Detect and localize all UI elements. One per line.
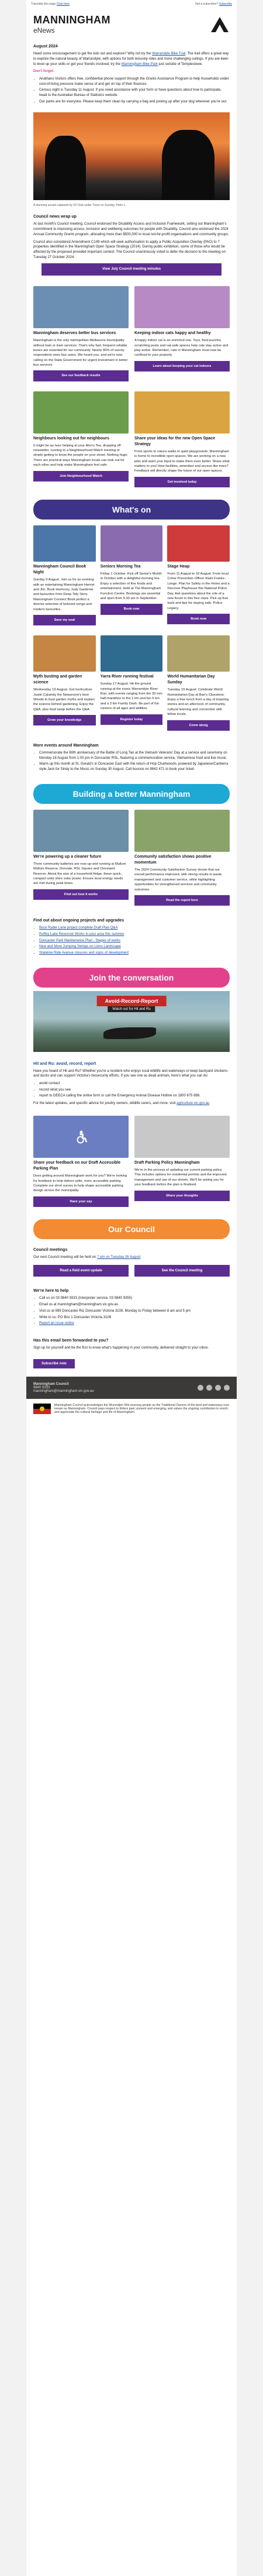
join-banner: Join the conversation — [33, 968, 230, 988]
meeting-update-button[interactable]: Read a field event update — [33, 1265, 129, 1277]
events-row-1 — [26, 522, 237, 632]
card-title: We're powering up a cleaner future — [33, 854, 102, 859]
our-council-banner: Our Council — [33, 1219, 230, 1239]
translate-label: Translate this page — [31, 2, 56, 6]
list-item: • Email us at manningham@manningham.vic.gov.au — [39, 1302, 230, 1308]
header — [26, 8, 237, 38]
avoid-subtitle: Watch out for Hit and Ru — [108, 1006, 155, 1012]
card-title: Keeping indoor cats happy and healthy — [134, 331, 211, 335]
tree-silhouette — [45, 136, 86, 200]
battery-photo — [33, 810, 129, 852]
event-photo — [167, 525, 230, 562]
more-events-list — [33, 751, 230, 772]
tree-silhouette — [162, 130, 214, 200]
meeting-date-link[interactable]: 7 pm on Tuesday 26 August — [97, 1255, 141, 1259]
paragraph: Have you heard of Hit and Ru? Whether you're a resident who enjoys local wildlife and waterways or keep backyard chickens and ducks and can support Victoria's biosecurity efforts. If you see one as dead animals, here's what you can do: — [33, 1069, 228, 1078]
footer-name: Manningham Council — [33, 1382, 69, 1386]
card-button[interactable]: Register today — [101, 714, 163, 725]
ongoing-projects-section — [26, 912, 237, 962]
footer-phone: 9840 9333 — [33, 1385, 50, 1390]
meeting-buttons — [33, 1263, 230, 1280]
card-text: Manningham is the only metropolitan Melbourne municipality without train or tram services. That's why fast, frequent reliable buses are essential for our community. Nearly 80% of survey respondents were bus users. We heard you, and we're now calling on the State Government for urgent investment in better bus services. — [33, 339, 128, 367]
satisfaction-photo — [134, 810, 230, 852]
card-text: The 2024 Community Satisfaction Survey shows that our overall performance improved, with strong results in waste management and customer service, while highlighting opportunities for strengthened services and community outcomes. — [134, 868, 222, 892]
accessibility-icon — [74, 1129, 89, 1144]
card-text: Sunday 9 August. Join us for an evening with an entertaining Manningham Harriet and Jim, Book Harmony, Judy Gardener and favourites from Deep Tidy Story. Manningham Connect Book perfect a diverse selection of beloved songs and modern favourites. — [33, 578, 95, 611]
meeting-view-button[interactable]: See the Council meeting — [134, 1265, 230, 1277]
bird-silhouette — [103, 1027, 156, 1039]
card-text: From sports to nature walks to quiet playgrounds, Manningham is home to incredible open spaces. We are working on a new plan and want your input to make them even better. Share what matters to you! How facilities, amenities and access like trees? Feedback will directly shape the future of our open spaces. — [134, 449, 230, 473]
card-text: We're in the process of updating our current parking policy. This includes options for residential permits and the improved management and use of our streets. We'll be asking you for your feedback before the plan is finalised. — [134, 1168, 227, 1187]
section-heading: Council news wrap up — [33, 215, 77, 219]
event-photo — [101, 525, 163, 562]
card-title: Manningham Council Book Night — [33, 564, 86, 575]
section-heading: Find out about ongoing projects and upgrades — [33, 919, 124, 923]
social-links — [198, 1385, 230, 1391]
card-text: Wednesday 19 August. Got horticulture Justin Calamity the Newsroom's best Weeds to bust garden myths and explain the science behind gardening. Enjoy the Q&A, plus food swap before the Q&A. — [33, 688, 95, 711]
more-events-section — [26, 737, 237, 778]
bus-photo — [33, 286, 129, 328]
dont-forget-list — [33, 77, 230, 104]
sunset-photo — [33, 112, 230, 200]
instagram-icon[interactable] — [206, 1385, 212, 1391]
translate-link[interactable]: Click here — [56, 2, 70, 6]
story-card — [33, 810, 129, 909]
intro-section — [26, 38, 237, 110]
intro-text-b: . The trail offers a great way to explore the natural beauty of Warrandyte, with options for both leisurely rides and more challenging outings. If you are keen to level up your skills or get your friends involved, try the — [33, 52, 229, 66]
subscribe-link[interactable]: Subscribe — [219, 2, 232, 6]
card-title: Yarra River running festival — [100, 675, 154, 679]
photo-caption: A stunning sunset captured by 20 Club under Trees on Sunday, Peter L. — [33, 204, 126, 208]
report-issue-link[interactable]: Report an issue online — [39, 1322, 74, 1326]
project-link[interactable]: Stateline Ride Avenue closures and signs of development — [39, 951, 129, 955]
brand-product: eNews — [33, 26, 55, 35]
story-card — [33, 391, 129, 490]
card-button[interactable]: Book now — [101, 604, 163, 614]
story-pair-2 — [26, 388, 237, 494]
story-card — [33, 286, 129, 384]
project-link[interactable]: Ruffey Lake Reservoir Works in your area this summer — [39, 932, 124, 936]
card-button[interactable]: Come along — [167, 720, 230, 731]
parking-policy-photo — [134, 1116, 230, 1158]
card-title: World Humanitarian Day Sunday — [167, 675, 215, 685]
cat-photo — [134, 286, 230, 328]
story-pair-3 — [26, 806, 237, 912]
event-card — [101, 525, 163, 628]
avoid-title: Avoid-Record-Report — [97, 996, 167, 1006]
story-card — [134, 286, 230, 384]
list-item: • report to DEECA calling the online form or call the Emergency Animal Disease Hotline on 1800 675 888. — [39, 1093, 230, 1099]
dont-forget-heading: Don't forget: — [33, 70, 54, 74]
event-photo — [167, 635, 230, 672]
event-photo — [33, 635, 96, 672]
card-title: Seniors Morning Tea — [100, 564, 141, 569]
project-link[interactable]: Buck Ryder Lane project complete Draft Plan Q&A — [39, 926, 118, 930]
whats-on-banner: What's on — [33, 500, 230, 520]
card-text: It might be an hour helping at your Men's Tea, dropping off newsletter, running to a Neighbourhood Watch meeting or simply getting to know the people on your street. Nothing huge. There are practical ways Manningham locals can look out for each other and help make Manningham feel safe. — [33, 443, 129, 467]
card-button[interactable]: Have your say — [33, 1196, 129, 1207]
acknowledgement-text: Manningham Council acknowledges the Wurundjeri Woi-wurrung people as the Traditional Owners of the land and waterways now known as Manningham. Council pays respect to Elders past, present and emerging, and values the ongoing contribution to enrich and appreciate the cultural heritage and life of Manningham. — [54, 1403, 229, 1414]
card-title: Draft Parking Policy Manningham — [134, 1160, 200, 1165]
linkedin-icon[interactable] — [215, 1385, 221, 1391]
card-title: Share your feedback on our Draft Accessible Parking Plan — [33, 1160, 121, 1171]
accessible-parking-photo — [33, 1116, 129, 1158]
help-list — [33, 1296, 230, 1326]
card-button[interactable]: Find out how it works — [33, 889, 129, 900]
story-pair-4 — [26, 1112, 237, 1213]
hit-run-list — [33, 1081, 230, 1099]
card-button[interactable]: Learn about keeping your cat indoors — [134, 361, 230, 372]
paragraph: Council also considered Amendment C149 which will seek authorisation to apply a Public Acquisition Overlay (PAO) to 7 properties identified in the Manningham Open Space Strategy (2014). During public exhibition, some of those who would be affected by the proposed provided important context. The Council unanimously voted to defer the decision to the meeting on Tuesday 27 October 2024. — [33, 240, 226, 259]
project-link[interactable]: New and More Jumping Swings on Lions Landscape — [39, 945, 121, 949]
youtube-icon[interactable] — [224, 1385, 230, 1391]
card-button[interactable]: Get involved today — [134, 477, 230, 487]
projects-list — [33, 926, 230, 955]
card-title: Neighbours looking out for neighbours — [33, 436, 109, 441]
agriculture-link[interactable]: agriculture.vic.gov.au — [177, 1102, 210, 1106]
story-card — [33, 1116, 129, 1210]
project-link[interactable]: Doncaster Park Maintenance Plan - Stages of works — [39, 938, 121, 943]
list-item: • avoid contact — [39, 1081, 230, 1086]
card-button[interactable]: Share your thoughts — [134, 1191, 230, 1201]
story-card — [134, 1116, 230, 1210]
story-pair-1 — [26, 283, 237, 388]
card-text: Does getting around Manningham work for you? We're looking for feedback to help deliver safer, more accessible parking. Complete our short survey to help shape accessible parking design across the municipality. — [33, 1174, 127, 1193]
building-banner: Building a better Manningham — [33, 784, 230, 804]
bike-trail-link[interactable]: Warrandyte Bike Trail — [152, 52, 186, 56]
paragraph: Our next Council meeting will be held on — [33, 1255, 96, 1259]
intro-text-c: just outside of Templestowe. — [158, 62, 203, 66]
story-card — [134, 391, 230, 490]
card-title: Share your ideas for the new Open Space Strategy — [134, 436, 216, 446]
bike-park-link[interactable]: Manningham Bike Park — [121, 62, 158, 66]
section-heading: Council meetings — [33, 1247, 68, 1252]
list-item: • record what you see — [39, 1088, 230, 1093]
card-text: Sunday 17 August. Hit the ground running at the iconic Warrandyte River Run, with events ranging from the 20 mm half-marathon to the 1 km and fun 5 km and a 3 km Family Dash. Be part of fun runners of all ages and abilities. — [100, 682, 162, 711]
intro-text: Need some encouragement to get the kids out and explore? Why not try the — [33, 52, 151, 56]
card-button[interactable]: Grow your knowledge — [33, 715, 96, 725]
section-heading: We're here to help — [33, 1289, 69, 1294]
list-item: • Write to us: PO Box 1 Doncaster Victoria 3108 — [39, 1315, 230, 1320]
event-card — [167, 635, 230, 734]
paragraph: Sign up for yourself and be the first to know what's happening in your community, delivered straight to your inbox. — [33, 1346, 209, 1350]
card-button[interactable]: Book now — [167, 614, 230, 624]
card-button[interactable]: Join Neighbourhood Watch — [33, 471, 129, 482]
facebook-icon[interactable] — [198, 1385, 203, 1391]
help-section — [26, 1282, 237, 1332]
list-item: • Our parks are for everyone. Please keep them clean by carrying a bag and picking up after your dog wherever you're out. — [39, 99, 230, 105]
open-space-photo — [134, 391, 230, 434]
card-title: Stage Heap — [167, 564, 190, 569]
aboriginal-flag-icon — [33, 1404, 51, 1414]
card-title: Myth busting and garden science — [33, 675, 82, 685]
event-card — [167, 525, 230, 628]
intro-date: August 2024 — [33, 44, 58, 49]
acknowledgement — [26, 1399, 237, 1419]
section-heading: Hit and Ru: avoid, record, report — [33, 1061, 96, 1066]
card-text: A happy indoor cat is an enriched one. Toys, food puzzles, scratching posts and cat-safe spaces help cats stay active and play active. Remember, cats in Manningham must now be confined to your property. — [134, 339, 229, 357]
story-card — [134, 810, 230, 909]
brand — [33, 14, 110, 35]
card-text: Tuesday 19 August. Celebrate World Humanitarian Day at Bari's Cluestone. Enjoy a free lunch from a day of inspiring stories and an afternoon of community, cultural learning and connection with fellow locals. — [167, 688, 229, 717]
manningham-logo-icon — [210, 15, 230, 35]
event-photo — [33, 525, 96, 562]
list-item: • Warm up this month at St. Gerald's in Doncaster East with the return of Hop Chartwoods, powered by Japanese/Canberra style Jack for Sindy to the Music on Sunday 30 August. Call bounce on 9842 471 to book your ticket. — [39, 762, 230, 772]
subscribe-now-button[interactable]: Subscribe now — [33, 1359, 75, 1368]
card-text: From 11 August to 16 August. From local Crime Prevention Officer Raini Franks-Lange. Plan for Safety in the Home and a Discover Playhouse this National Police Day. Ask questions about the role of a new forum in this free class. Pick up free tools and tips for staying safe. Police Legacy. — [167, 572, 230, 610]
card-button[interactable]: Save my seat — [33, 615, 96, 625]
card-title: Community satisfaction shows positive momentum — [134, 854, 212, 865]
list-item: • Commemorate the 80th anniversary of the Battle of Long Tan at the Vietnam Veterans' Day at a service and ceremony on Monday 18 August from 1:00 pm in Doncaster RSL, featuring a commemorative service, Vietnamese food and live music. — [39, 751, 230, 761]
card-button[interactable]: See our feedback results — [33, 370, 129, 381]
list-item: • Visit us at 699 Doncaster Rd, Doncaster Victoria 3108, Monday to Friday between 8 am and 5 pm — [39, 1309, 230, 1314]
top-bar — [26, 0, 237, 8]
card-text: Friday 1 October. Kick off Senior's Month in October with a delightful morning tea. Enjoy a selection of fine foods and entertainment. Held at The Manningham Function Centre. Bookings are essential and open from 9.30 am in September. — [100, 572, 162, 600]
event-card — [33, 525, 96, 628]
neighbours-photo — [33, 391, 129, 434]
event-card — [101, 635, 163, 734]
section-heading: More events around Manningham — [33, 743, 99, 748]
council-minutes-button[interactable]: View July Council meeting minutes — [41, 263, 222, 276]
paragraph: For the latest updates, and specific advice for poultry owners, wildlife carers, and more, visit — [33, 1102, 176, 1106]
event-photo — [101, 635, 163, 672]
list-item: • Anathanx Visitors offers free, confidential phone support through the Grants Assistance Program to help households under cost-of-living pressure make sense of and get on top of their finances. — [39, 77, 230, 87]
hit-run-section — [26, 1055, 237, 1112]
card-button[interactable]: Read the report here — [134, 895, 230, 906]
list-item: • Census night is Tuesday 11 August. If you need assistance with your form or have questions about how to participate, head to the Australian Bureau of Statistics website. — [39, 88, 230, 98]
avoid-record-report-image — [33, 991, 230, 1052]
card-title: Manningham deserves better bus services — [33, 331, 116, 335]
footer — [26, 1377, 237, 1399]
council-news-section — [26, 208, 237, 283]
card-text: Three community batteries are now up-and-running at Mullum Mullum Reserve, Donvale, RSL Square and Cleveland Reserve. About the size of a household fridge, these quick, compact units store solar power. Ensure local energy needs are met during peak times. — [33, 862, 126, 886]
footer-email: manningham@manningham.vic.gov.au — [33, 1389, 94, 1393]
section-heading: Has this email been forwarded to you? — [33, 1338, 109, 1343]
events-row-2 — [26, 632, 237, 737]
list-item: • Call us on 03 9840 9333 (Interpreter service: 03 9840 9355) — [39, 1296, 230, 1301]
brand-name: MANNINGHAM — [33, 14, 110, 26]
forward-section — [26, 1332, 237, 1357]
event-card — [33, 635, 96, 734]
newsletter-page — [26, 0, 237, 2576]
council-meetings-section — [26, 1241, 237, 1283]
paragraph: At last month's Council meeting, Council endorsed the Disability Access and Inclusion Framework, setting out Manningham's commitment to improving access, inclusion and wellbeing outcomes for people with Disability. Council also endorsed the 2024 Annual Community Grants program, allocating more than $500,000 to local not-for-profit organisations and community groups. — [33, 222, 229, 236]
subscriber-label: Not a subscriber? — [195, 2, 219, 6]
